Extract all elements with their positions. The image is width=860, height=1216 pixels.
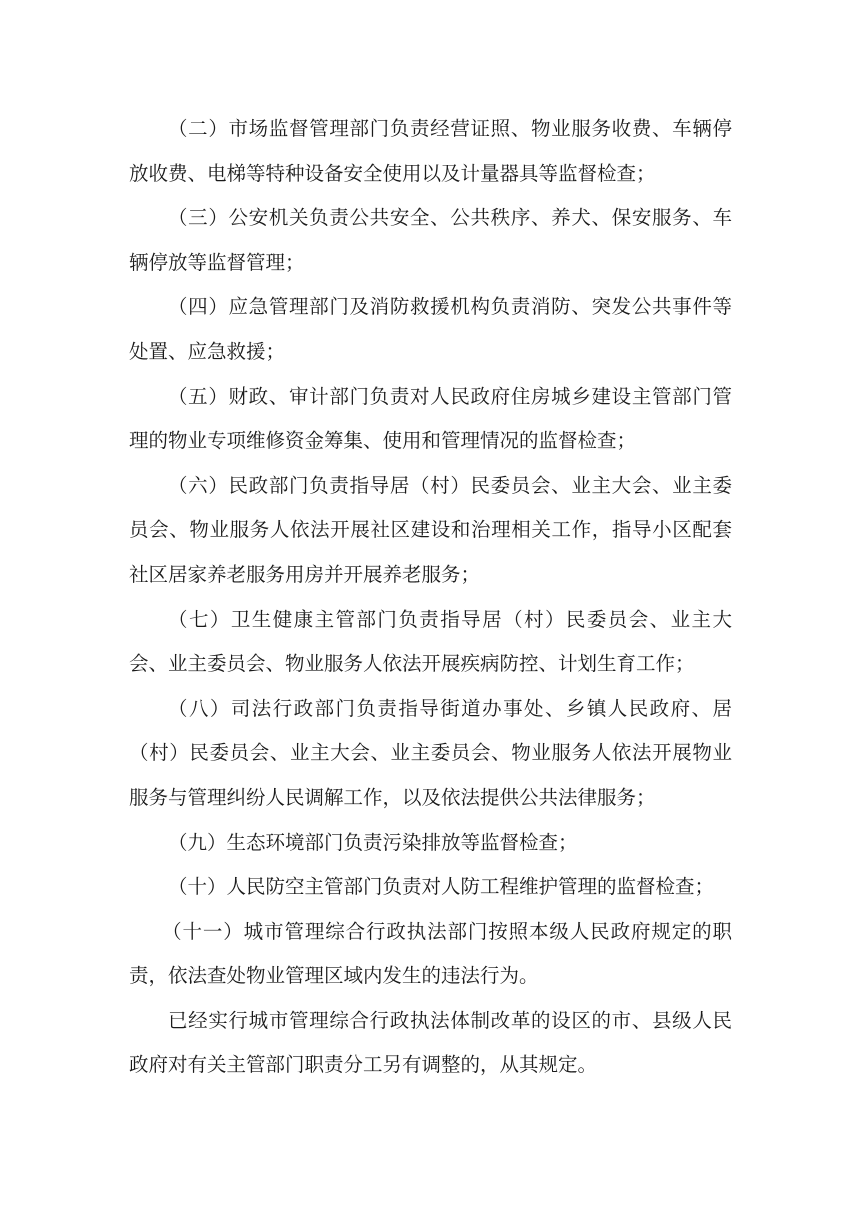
- paragraph-5: （五）财政、审计部门负责对人民政府住房城乡建设主管部门管理的物业专项维修资金筹集、使用和管理情况的监督检查；: [129, 384, 732, 453]
- paragraph-9: （九）生态环境部门负责污染排放等监督检查；: [168, 830, 578, 854]
- paragraph-6: （六）民政部门负责指导居（村）民委员会、业主大会、业主委员会、物业服务人依法开展社区建设和治理相关工作，指导小区配套社区居家养老服务用房并开展养老服务；: [129, 473, 732, 586]
- paragraph-8: （八）司法行政部门负责指导街道办事处、乡镇人民政府、居（村）民委员会、业主大会、业主委员会、物业服务人依法开展物业服务与管理纠纷人民调解工作，以及依法提供公共法律服务；: [129, 696, 732, 809]
- paragraph-10: （十）人民防空主管部门负责对人防工程维护管理的监督检查；: [168, 875, 715, 899]
- paragraph-7: （七）卫生健康主管部门负责指导居（村）民委员会、业主大会、业主委员会、物业服务人依法开展疾病防控、计划生育工作；: [129, 607, 732, 676]
- paragraph-11: （十一）城市管理综合行政执法部门按照本级人民政府规定的职责，依法查处物业管理区域内发生的违法行为。: [129, 919, 732, 988]
- document-body: [129, 107, 732, 1088]
- paragraph-2: （二）市场监督管理部门负责经营证照、物业服务收费、车辆停放收费、电梯等特种设备安全使用以及计量器具等监督检查；: [129, 117, 732, 185]
- paragraph-closing: 已经实行城市管理综合行政执法体制改革的设区的市、县级人民政府对有关主管部门职责分工另有调整的，从其规定。: [129, 1008, 732, 1077]
- paragraph-3: （三）公安机关负责公共安全、公共秩序、养犬、保安服务、车辆停放等监督管理；: [129, 206, 732, 274]
- paragraph-4: （四）应急管理部门及消防救援机构负责消防、突发公共事件等处置、应急救援；: [129, 295, 732, 363]
